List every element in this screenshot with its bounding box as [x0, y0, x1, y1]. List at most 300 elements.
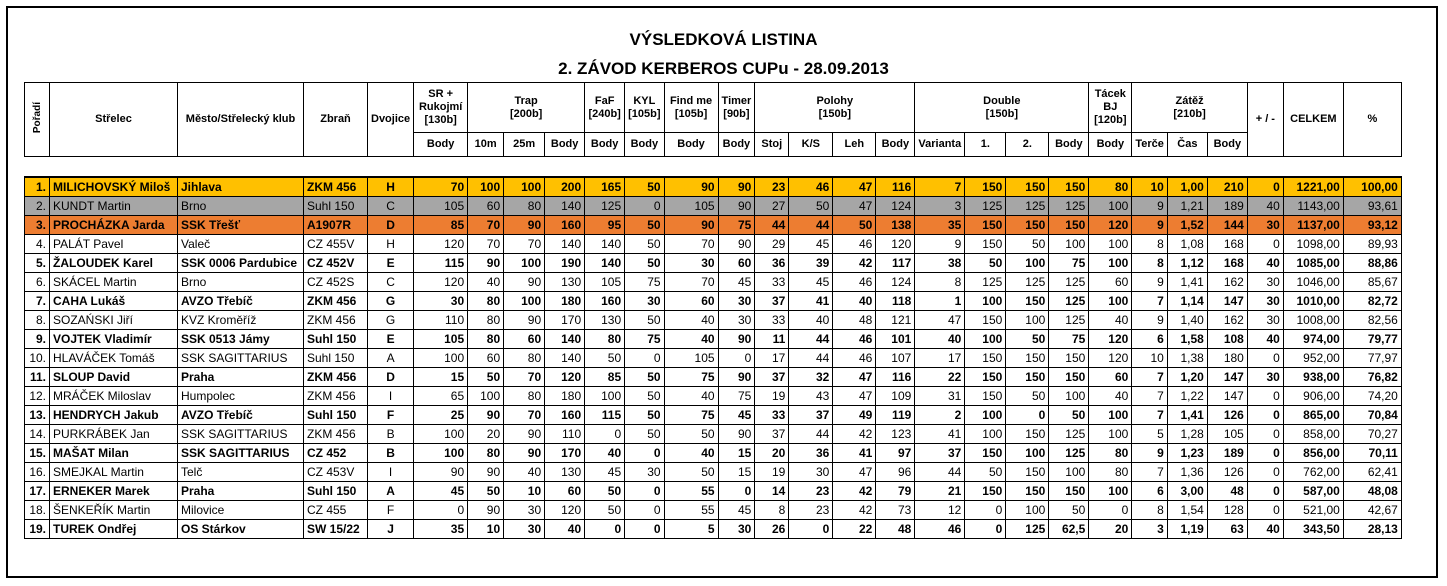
score-cell: 70	[468, 215, 504, 234]
score-cell: 19	[755, 386, 789, 405]
score-cell: 29	[755, 234, 789, 253]
score-cell: 150	[965, 443, 1006, 462]
score-cell: 200	[545, 177, 585, 197]
score-cell: 82,72	[1343, 291, 1401, 310]
score-cell: 1,41	[1167, 272, 1207, 291]
score-cell: 120	[1089, 348, 1132, 367]
score-cell: 8	[915, 272, 965, 291]
score-cell: 100	[1089, 196, 1132, 215]
score-cell: 45	[789, 234, 833, 253]
score-cell: 47	[833, 196, 876, 215]
rank-cell: 6.	[25, 272, 50, 291]
score-cell: 125	[965, 196, 1006, 215]
score-cell: 40	[664, 310, 718, 329]
shooter-name-cell: MILICHOVSKÝ Miloš	[50, 177, 178, 197]
score-cell: 7	[1132, 367, 1168, 386]
score-cell: 48	[876, 519, 915, 538]
score-cell: 23	[789, 500, 833, 519]
score-cell: 125	[965, 272, 1006, 291]
pair-cell: F	[368, 500, 414, 519]
score-cell: 40	[1247, 253, 1283, 272]
club-cell: KVZ Kroměříž	[178, 310, 304, 329]
score-cell: 50	[965, 253, 1006, 272]
shooter-name-cell: SOZAŃSKI Jiří	[50, 310, 178, 329]
score-cell: 10	[504, 481, 545, 500]
score-cell: 119	[876, 405, 915, 424]
score-cell: 1221,00	[1283, 177, 1343, 197]
score-cell: 45	[718, 500, 755, 519]
club-cell: AVZO Třebíč	[178, 291, 304, 310]
score-cell: 140	[545, 329, 585, 348]
subheader-cell: 25m	[504, 133, 545, 157]
score-cell: 3	[915, 196, 965, 215]
score-cell: 75	[625, 329, 664, 348]
score-cell: 50	[625, 215, 664, 234]
score-cell: 97	[876, 443, 915, 462]
gun-cell: CZ 452	[304, 443, 368, 462]
gun-cell: CZ 455V	[304, 234, 368, 253]
score-cell: 60	[545, 481, 585, 500]
score-cell: 50	[1049, 405, 1089, 424]
score-cell: 858,00	[1283, 424, 1343, 443]
score-cell: 60	[468, 196, 504, 215]
score-cell: 150	[1049, 481, 1089, 500]
club-cell: Brno	[178, 196, 304, 215]
score-cell: 44	[789, 424, 833, 443]
score-cell: 8	[1132, 253, 1168, 272]
score-cell: 100	[965, 405, 1006, 424]
pair-cell: D	[368, 215, 414, 234]
score-cell: 40	[789, 310, 833, 329]
score-cell: 46	[833, 234, 876, 253]
score-cell: 170	[545, 310, 585, 329]
score-cell: 50	[468, 367, 504, 386]
score-cell: 1,58	[1167, 329, 1207, 348]
score-cell: 30	[1247, 272, 1283, 291]
header-mesto: Město/Střelecký klub	[178, 83, 304, 157]
score-cell: 1	[915, 291, 965, 310]
header-polohy: Polohy [150b]	[755, 83, 915, 133]
score-cell: 90	[718, 234, 755, 253]
page-title: VÝSLEDKOVÁ LISTINA	[629, 30, 818, 49]
score-cell: 180	[545, 386, 585, 405]
table-row	[25, 424, 1402, 443]
score-cell: 70	[504, 405, 545, 424]
score-cell: 1,54	[1167, 500, 1207, 519]
score-cell: 105	[414, 329, 468, 348]
score-cell: 60	[1089, 272, 1132, 291]
table-row	[25, 253, 1402, 272]
page-subtitle: 2. ZÁVOD KERBEROS CUPu - 28.09.2013	[558, 59, 889, 78]
shooter-name-cell: MRÁČEK Miloslav	[50, 386, 178, 405]
score-cell: 0	[1247, 443, 1283, 462]
score-cell: 150	[965, 386, 1006, 405]
rank-cell: 4.	[25, 234, 50, 253]
score-cell: 46	[915, 519, 965, 538]
score-cell: 1,52	[1167, 215, 1207, 234]
score-cell: 147	[1207, 291, 1247, 310]
score-cell: 77,97	[1343, 348, 1401, 367]
table-row	[25, 481, 1402, 500]
score-cell: 40	[468, 272, 504, 291]
score-cell: 43	[789, 386, 833, 405]
club-cell: SSK SAGITTARIUS	[178, 424, 304, 443]
score-cell: 90	[468, 462, 504, 481]
header-kyl: KYL [105b]	[625, 83, 664, 133]
score-cell: 105	[414, 196, 468, 215]
score-cell: 128	[1207, 500, 1247, 519]
score-cell: 50	[625, 253, 664, 272]
score-cell: 125	[1049, 310, 1089, 329]
score-cell: 100	[504, 177, 545, 197]
score-cell: 40	[545, 519, 585, 538]
score-cell: 125	[1006, 196, 1049, 215]
score-cell: 121	[876, 310, 915, 329]
score-cell: 40	[1247, 519, 1283, 538]
score-cell: 1,20	[1167, 367, 1207, 386]
score-cell: 45	[718, 405, 755, 424]
score-cell: 42	[833, 253, 876, 272]
score-cell: 100	[1089, 481, 1132, 500]
subheader-cell: 2.	[1006, 133, 1049, 157]
score-cell: 126	[1207, 462, 1247, 481]
score-cell: 40	[833, 291, 876, 310]
score-cell: 89,93	[1343, 234, 1401, 253]
score-cell: 50	[585, 348, 625, 367]
pair-cell: I	[368, 462, 414, 481]
score-cell: 100	[965, 291, 1006, 310]
score-cell: 110	[545, 424, 585, 443]
score-cell: 90	[504, 310, 545, 329]
score-cell: 138	[876, 215, 915, 234]
header-zatez: Zátěž [210b]	[1132, 83, 1248, 133]
score-cell: 50	[625, 424, 664, 443]
score-cell: 70,11	[1343, 443, 1401, 462]
score-cell: 2	[915, 405, 965, 424]
score-cell: 1,00	[1167, 177, 1207, 197]
score-cell: 10	[468, 519, 504, 538]
rank-cell: 14.	[25, 424, 50, 443]
score-cell: 42	[833, 424, 876, 443]
header-plusminus: + / -	[1247, 83, 1283, 157]
pair-cell: H	[368, 177, 414, 197]
score-cell: 33	[755, 310, 789, 329]
score-cell: 125	[1049, 196, 1089, 215]
shooter-name-cell: HENDRYCH Jakub	[50, 405, 178, 424]
score-cell: 47	[833, 367, 876, 386]
score-cell: 130	[545, 462, 585, 481]
rank-cell: 17.	[25, 481, 50, 500]
score-cell: 7	[915, 177, 965, 197]
score-cell: 105	[664, 348, 718, 367]
score-cell: 47	[915, 310, 965, 329]
score-cell: 70	[414, 177, 468, 197]
header-zbran: Zbraň	[304, 83, 368, 157]
header-dvojice: Dvojice	[368, 83, 414, 157]
shooter-name-cell: PALÁT Pavel	[50, 234, 178, 253]
score-cell: 120	[876, 234, 915, 253]
rank-cell: 1.	[25, 177, 50, 197]
score-cell: 0	[965, 519, 1006, 538]
score-cell: 65	[414, 386, 468, 405]
shooter-name-cell: HLAVÁČEK Tomáš	[50, 348, 178, 367]
shooter-name-cell: MAŠAT Milan	[50, 443, 178, 462]
score-cell: 32	[789, 367, 833, 386]
score-cell: 11	[755, 329, 789, 348]
score-cell: 73	[876, 500, 915, 519]
score-cell: 50	[625, 177, 664, 197]
score-cell: 45	[585, 462, 625, 481]
rank-cell: 12.	[25, 386, 50, 405]
score-cell: 0	[1247, 424, 1283, 443]
score-cell: 30	[664, 253, 718, 272]
score-cell: 1,36	[1167, 462, 1207, 481]
score-cell: 47	[833, 462, 876, 481]
shooter-name-cell: SLOUP David	[50, 367, 178, 386]
score-cell: 46	[833, 272, 876, 291]
score-cell: 75	[1049, 329, 1089, 348]
score-cell: 75	[625, 272, 664, 291]
score-cell: 150	[1006, 481, 1049, 500]
score-cell: 22	[833, 519, 876, 538]
score-cell: 521,00	[1283, 500, 1343, 519]
score-cell: 40	[664, 386, 718, 405]
score-cell: 109	[876, 386, 915, 405]
subheader-cell: Body	[585, 133, 625, 157]
score-cell: 37	[915, 443, 965, 462]
score-cell: 100	[1089, 424, 1132, 443]
score-cell: 60	[664, 291, 718, 310]
score-cell: 90	[468, 405, 504, 424]
score-cell: 48	[1207, 481, 1247, 500]
pair-cell: C	[368, 272, 414, 291]
score-cell: 10	[1132, 177, 1168, 197]
header-celkem: CELKEM	[1283, 83, 1343, 157]
score-cell: 5	[1132, 424, 1168, 443]
score-cell: 101	[876, 329, 915, 348]
score-cell: 37	[755, 291, 789, 310]
pair-cell: H	[368, 234, 414, 253]
score-cell: 107	[876, 348, 915, 367]
score-cell: 116	[876, 177, 915, 197]
score-cell: 50	[625, 234, 664, 253]
score-cell: 40	[664, 329, 718, 348]
rank-cell: 16.	[25, 462, 50, 481]
table-row	[25, 329, 1402, 348]
score-cell: 82,56	[1343, 310, 1401, 329]
score-cell: 46	[833, 329, 876, 348]
score-cell: 100	[965, 329, 1006, 348]
score-cell: 47	[833, 386, 876, 405]
club-cell: Telč	[178, 462, 304, 481]
score-cell: 44	[755, 215, 789, 234]
score-cell: 100	[1089, 253, 1132, 272]
score-cell: 50	[1049, 500, 1089, 519]
score-cell: 55	[664, 481, 718, 500]
score-cell: 40	[1247, 196, 1283, 215]
pair-cell: F	[368, 405, 414, 424]
rank-cell: 7.	[25, 291, 50, 310]
score-cell: 150	[1006, 291, 1049, 310]
score-cell: 50	[468, 481, 504, 500]
score-cell: 90	[414, 462, 468, 481]
score-cell: 35	[414, 519, 468, 538]
score-cell: 110	[414, 310, 468, 329]
score-cell: 100	[468, 386, 504, 405]
score-cell: 0	[718, 481, 755, 500]
score-cell: 120	[545, 367, 585, 386]
pair-cell: G	[368, 310, 414, 329]
score-cell: 100	[414, 348, 468, 367]
score-cell: 80	[585, 329, 625, 348]
subheader-cell: Body	[1207, 133, 1247, 157]
score-cell: 100	[1089, 234, 1132, 253]
score-cell: 762,00	[1283, 462, 1343, 481]
score-cell: 79,77	[1343, 329, 1401, 348]
table-row	[25, 234, 1402, 253]
score-cell: 15	[414, 367, 468, 386]
score-cell: 100	[1049, 234, 1089, 253]
score-cell: 85,67	[1343, 272, 1401, 291]
score-cell: 30	[504, 519, 545, 538]
score-cell: 7	[1132, 386, 1168, 405]
score-cell: 20	[1089, 519, 1132, 538]
pair-cell: A	[368, 348, 414, 367]
score-cell: 1,28	[1167, 424, 1207, 443]
score-cell: 165	[585, 177, 625, 197]
score-cell: 22	[915, 367, 965, 386]
club-cell: Brno	[178, 272, 304, 291]
score-cell: 150	[1006, 424, 1049, 443]
score-cell: 45	[789, 272, 833, 291]
table-row	[25, 291, 1402, 310]
score-cell: 31	[915, 386, 965, 405]
subheader-cell: Stoj	[755, 133, 789, 157]
score-cell: 12	[915, 500, 965, 519]
score-cell: 36	[755, 253, 789, 272]
score-cell: 210	[1207, 177, 1247, 197]
table-row	[25, 462, 1402, 481]
score-cell: 150	[1006, 215, 1049, 234]
score-cell: 75	[718, 215, 755, 234]
score-cell: 140	[545, 234, 585, 253]
score-cell: 0	[625, 481, 664, 500]
score-cell: 150	[965, 215, 1006, 234]
shooter-name-cell: PURKRÁBEK Jan	[50, 424, 178, 443]
score-cell: 100,00	[1343, 177, 1401, 197]
table-row	[25, 405, 1402, 424]
header-timer: Timer [90b]	[718, 83, 755, 133]
score-cell: 125	[1006, 272, 1049, 291]
score-cell: 60	[504, 329, 545, 348]
score-cell: 80	[1089, 177, 1132, 197]
rank-cell: 11.	[25, 367, 50, 386]
subheader-cell: Body	[1049, 133, 1089, 157]
score-cell: 46	[833, 348, 876, 367]
score-cell: 0	[625, 500, 664, 519]
score-cell: 20	[468, 424, 504, 443]
score-cell: 3	[1132, 519, 1168, 538]
score-cell: 9	[1132, 443, 1168, 462]
gun-cell: A1907R	[304, 215, 368, 234]
score-cell: 50	[625, 386, 664, 405]
score-cell: 1,12	[1167, 253, 1207, 272]
gun-cell: CZ 455	[304, 500, 368, 519]
score-cell: 30	[504, 500, 545, 519]
score-cell: 115	[414, 253, 468, 272]
score-cell: 105	[585, 272, 625, 291]
table-row	[25, 196, 1402, 215]
score-cell: 30	[414, 291, 468, 310]
score-cell: 100	[585, 386, 625, 405]
rank-cell: 15.	[25, 443, 50, 462]
score-cell: 62,5	[1049, 519, 1089, 538]
score-cell: 50	[625, 367, 664, 386]
score-cell: 60	[468, 348, 504, 367]
score-cell: 0	[625, 519, 664, 538]
score-cell: 10	[1132, 348, 1168, 367]
score-cell: 1,21	[1167, 196, 1207, 215]
score-cell: 100	[1006, 253, 1049, 272]
club-cell: Jihlava	[178, 177, 304, 197]
score-cell: 1046,00	[1283, 272, 1343, 291]
score-cell: 150	[965, 348, 1006, 367]
score-cell: 8	[1132, 234, 1168, 253]
score-cell: 150	[1006, 348, 1049, 367]
score-cell: 130	[585, 310, 625, 329]
score-cell: 7	[1132, 405, 1168, 424]
table-row	[25, 215, 1402, 234]
subheader-cell: Terče	[1132, 133, 1168, 157]
score-cell: 50	[664, 424, 718, 443]
score-cell: 974,00	[1283, 329, 1343, 348]
score-cell: 180	[545, 291, 585, 310]
score-cell: 1,38	[1167, 348, 1207, 367]
score-cell: 906,00	[1283, 386, 1343, 405]
score-cell: 80	[1089, 462, 1132, 481]
score-cell: 30	[1247, 310, 1283, 329]
score-cell: 125	[1006, 519, 1049, 538]
score-cell: 140	[545, 196, 585, 215]
score-cell: 100	[1006, 443, 1049, 462]
score-cell: 70	[504, 367, 545, 386]
score-cell: 80	[504, 348, 545, 367]
score-cell: 0	[625, 348, 664, 367]
score-cell: 40	[1089, 386, 1132, 405]
score-cell: 1,22	[1167, 386, 1207, 405]
score-cell: 168	[1207, 253, 1247, 272]
score-cell: 15	[718, 443, 755, 462]
score-cell: 587,00	[1283, 481, 1343, 500]
score-cell: 147	[1207, 367, 1247, 386]
shooter-name-cell: CAHA Lukáš	[50, 291, 178, 310]
score-cell: 108	[1207, 329, 1247, 348]
rank-cell: 3.	[25, 215, 50, 234]
score-cell: 50	[1006, 329, 1049, 348]
table-row	[25, 367, 1402, 386]
score-cell: 30	[789, 462, 833, 481]
header-pct: %	[1343, 83, 1401, 157]
score-cell: 100	[504, 291, 545, 310]
score-cell: 189	[1207, 443, 1247, 462]
score-cell: 95	[585, 215, 625, 234]
club-cell: SSK 0006 Pardubice	[178, 253, 304, 272]
score-cell: 1010,00	[1283, 291, 1343, 310]
score-cell: 50	[1006, 234, 1049, 253]
score-cell: 46	[789, 177, 833, 197]
score-cell: 90	[504, 443, 545, 462]
score-cell: 117	[876, 253, 915, 272]
